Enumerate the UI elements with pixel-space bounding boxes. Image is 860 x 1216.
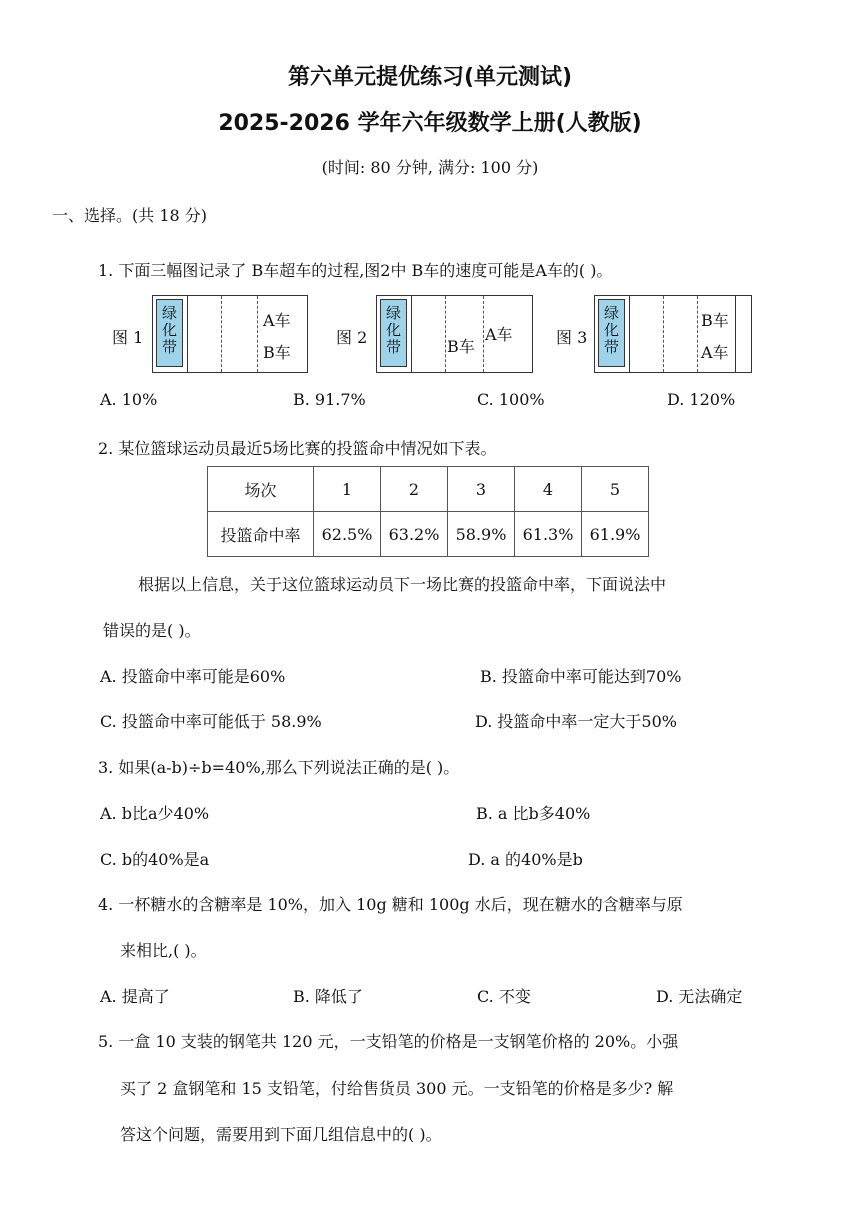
car-b-label: B车 — [701, 311, 729, 330]
table-cell: 3 — [448, 467, 515, 512]
q2-paragraph-line2: 错误的是( )。 — [103, 621, 201, 640]
q2-option-a[interactable]: A. 投篮命中率可能是60% — [100, 667, 286, 686]
car-a-label: A车 — [485, 325, 513, 344]
q4-option-d[interactable]: D. 无法确定 — [656, 987, 743, 1006]
table-row — [208, 467, 649, 512]
question-5-line1: 5. 一盒 10 支装的钢笔共 120 元，一支铅笔的价格是一支钢笔价格的 20%。小强 — [98, 1032, 679, 1051]
shooting-table — [207, 466, 649, 557]
page-title: 第六单元提优练习(单元测试) — [287, 65, 573, 90]
table-cell: 62.5% — [314, 512, 381, 557]
table-cell: 投篮命中率 — [208, 512, 314, 557]
q3-option-c[interactable]: C. b的40%是a — [100, 850, 210, 869]
q2-option-c[interactable]: C. 投篮命中率可能低于 58.9% — [100, 712, 322, 731]
q1-option-d[interactable]: D. 120% — [667, 390, 736, 409]
q4-option-c[interactable]: C. 不变 — [477, 987, 531, 1006]
table-cell: 58.9% — [448, 512, 515, 557]
q4-option-a[interactable]: A. 提高了 — [100, 987, 170, 1006]
green-belt: 绿化带 — [156, 299, 183, 367]
table-cell: 63.2% — [381, 512, 448, 557]
question-4-stem-line2: 来相比,( )。 — [120, 941, 207, 960]
table-cell: 61.3% — [515, 512, 582, 557]
table-cell: 61.9% — [582, 512, 649, 557]
table-cell: 4 — [515, 467, 582, 512]
time-info: (时间: 80 分钟, 满分: 100 分) — [321, 158, 539, 177]
q2-option-b[interactable]: B. 投篮命中率可能达到70% — [480, 667, 682, 686]
table-cell: 2 — [381, 467, 448, 512]
car-a-label: A车 — [263, 311, 291, 330]
car-b-label: B车 — [263, 343, 291, 362]
q3-option-a[interactable]: A. b比a少40% — [100, 804, 210, 823]
q1-option-b[interactable]: B. 91.7% — [293, 390, 366, 409]
question-5-line3: 答这个问题，需要用到下面几组信息中的( )。 — [120, 1125, 442, 1144]
green-belt: 绿化带 — [380, 299, 407, 367]
page-subtitle: 2025-2026 学年六年级数学上册(人教版) — [218, 111, 642, 136]
car-a-label: A车 — [701, 343, 729, 362]
q2-option-d[interactable]: D. 投篮命中率一定大于50% — [475, 712, 677, 731]
q2-paragraph-line1: 根据以上信息，关于这位篮球运动员下一场比赛的投篮命中率，下面说法中 — [138, 575, 667, 594]
table-row — [208, 512, 649, 557]
table-cell: 场次 — [208, 467, 314, 512]
question-1-stem: 1. 下面三幅图记录了 B车超车的过程,图2中 B车的速度可能是A车的( )。 — [98, 261, 613, 280]
figure-2-label: 图 2 — [336, 328, 368, 347]
table-cell: 1 — [314, 467, 381, 512]
q3-option-d[interactable]: D. a 的40%是b — [468, 850, 583, 869]
figure-3-label: 图 3 — [556, 328, 588, 347]
section-heading: 一、选择。(共 18 分) — [52, 206, 208, 225]
q1-option-c[interactable]: C. 100% — [477, 390, 545, 409]
table-cell: 5 — [582, 467, 649, 512]
q3-option-b[interactable]: B. a 比b多40% — [476, 804, 591, 823]
q1-option-a[interactable]: A. 10% — [100, 390, 158, 409]
q4-option-b[interactable]: B. 降低了 — [293, 987, 363, 1006]
question-5-line2: 买了 2 盒钢笔和 15 支铅笔，付给售货员 300 元。一支铅笔的价格是多少? 解 — [120, 1079, 674, 1098]
car-b-label: B车 — [447, 337, 475, 356]
question-2-stem: 2. 某位篮球运动员最近5场比赛的投篮命中情况如下表。 — [98, 439, 497, 458]
green-belt: 绿化带 — [598, 299, 625, 367]
question-3-stem: 3. 如果(a-b)÷b=40%,那么下列说法正确的是( )。 — [98, 758, 460, 777]
figure-1-label: 图 1 — [112, 328, 144, 347]
question-4-stem-line1: 4. 一杯糖水的含糖率是 10%，加入 10g 糖和 100g 水后，现在糖水的含糖率与原 — [98, 895, 683, 914]
